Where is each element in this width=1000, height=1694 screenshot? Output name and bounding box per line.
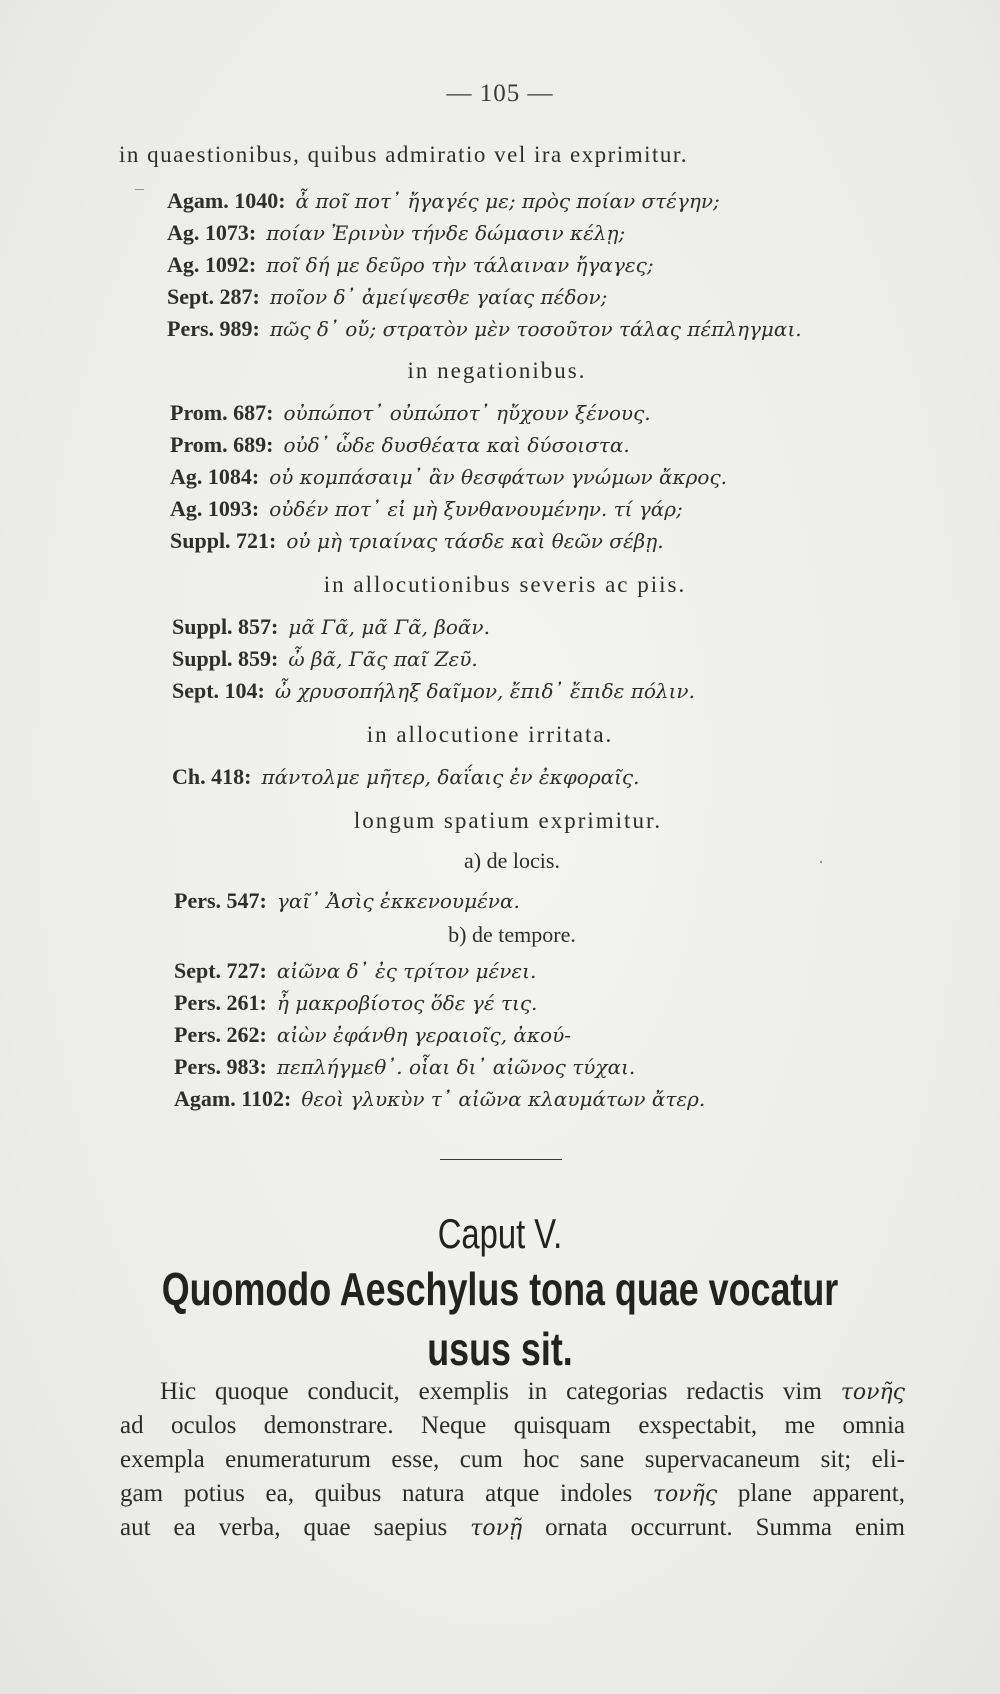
- greek-quote: πεπλήγμεθ᾽. οἷαι δι᾽ αἰῶνος τύχαι.: [276, 1055, 636, 1079]
- citation-ref: Pers. 547:: [174, 888, 267, 913]
- greek-quote: ὦ χρυσοπήληξ δαῖμον, ἔπιδ᾽ ἔπιδε πόλιν.: [274, 679, 695, 703]
- citation-ref: Prom. 687:: [170, 400, 274, 425]
- greek-quote: ποίαν Ἐρινὺν τήνδε δώμασιν κέλῃ;: [266, 221, 626, 245]
- citation-ref: Ag. 1073:: [167, 220, 257, 245]
- greek-quote: οὐ κομπάσαιμ᾽ ἂν θεσφάτων γνώμων ἄκρος.: [269, 465, 728, 489]
- greek-quote: πάντολμε μῆτερ, δαΐαις ἐν ἐκφοραῖς.: [261, 765, 640, 789]
- chapter-title-line-2: usus sit.: [427, 1323, 573, 1375]
- citation-ref: Pers. 261:: [174, 990, 267, 1015]
- greek-word: τονῆς: [652, 1482, 718, 1507]
- citation-ref: Sept. 287:: [167, 284, 260, 309]
- citation-line: [172, 678, 695, 704]
- greek-quote: ὦ βᾶ, Γᾶς παῖ Ζεῦ.: [288, 647, 478, 671]
- paragraph-line: [120, 1412, 905, 1440]
- citation-ref: Sept. 104:: [172, 678, 265, 703]
- greek-quote: ποῖον δ᾽ ἀμείψεσθε γαίας πέδον;: [269, 285, 608, 309]
- greek-quote: οὐπώποτ᾽ οὐπώποτ᾽ ηὔχουν ξένους.: [283, 401, 651, 425]
- margin-dash: –: [135, 178, 144, 198]
- citation-line: [170, 400, 651, 426]
- paragraph-text: ornata occurrunt. Summa enim: [522, 1514, 905, 1541]
- paragraph-text: Hic quoque conducit, exemplis in categorias redactis vim: [160, 1378, 841, 1405]
- citation-ref: Pers. 983:: [174, 1054, 267, 1079]
- citation-line: [172, 764, 639, 790]
- citation-line: [167, 188, 720, 214]
- citation-ref: Ch. 418:: [172, 764, 252, 789]
- citation-line: [170, 496, 683, 522]
- citation-line: [170, 432, 630, 458]
- chapter-title-line-1: Quomodo Aeschylus tona quae vocatur: [161, 1263, 839, 1315]
- paragraph-text: exempla enumeraturum esse, cum hoc sane supervacaneum sit; eli-: [120, 1446, 905, 1473]
- citation-ref: Prom. 689:: [170, 432, 274, 457]
- section-heading: longum spatium exprimitur.: [353, 808, 663, 833]
- citation-line: [167, 284, 607, 310]
- paragraph-line: [120, 1446, 905, 1474]
- paragraph-text: ad oculos demonstrare. Neque quisquam exspectabit, me omnia: [120, 1412, 905, 1439]
- citation-line: [174, 990, 537, 1016]
- paragraph-line: [120, 1514, 905, 1542]
- citation-line: [174, 958, 536, 984]
- citation-ref: Suppl. 857:: [172, 614, 279, 639]
- citation-line: [174, 1086, 705, 1112]
- paragraph-text: gam potius ea, quibus natura atque indoles: [120, 1480, 653, 1507]
- citation-ref: Pers. 989:: [167, 316, 260, 341]
- section-heading: in negationibus.: [407, 358, 587, 383]
- greek-quote: αἰὼν ἐφάνθη γεραιοῖς, ἀκού-: [276, 1023, 571, 1047]
- greek-quote: οὐ μὴ τριαίνας τάσδε καὶ θεῶν σέβῃ.: [286, 529, 664, 553]
- greek-quote: αἰῶνα δ᾽ ἐς τρίτον μένει.: [276, 959, 537, 983]
- citation-ref: Pers. 262:: [174, 1022, 267, 1047]
- margin-dot: ·: [818, 852, 824, 872]
- greek-quote: οὐδέν ποτ᾽ εἰ μὴ ξυνθανουμένην. τί γάρ;: [269, 497, 683, 521]
- citation-line: [174, 888, 520, 914]
- citation-ref: Suppl. 859:: [172, 646, 279, 671]
- intro-line: in quaestionibus, quibus admiratio vel ira exprimitur.: [119, 142, 689, 167]
- citation-ref: Agam. 1040:: [167, 188, 286, 213]
- citation-ref: Ag. 1092:: [167, 252, 257, 277]
- citation-ref: Agam. 1102:: [174, 1086, 292, 1111]
- citation-line: [167, 220, 625, 246]
- page-number: — 105 —: [446, 80, 554, 107]
- paragraph-text: plane apparent,: [717, 1480, 905, 1507]
- section-heading: in allocutione irritata.: [366, 722, 614, 747]
- greek-quote: πῶς δ᾽ οὔ; στρατὸν μὲν τοσοῦτον τάλας πέπληγμαι.: [269, 317, 802, 341]
- section-divider: [440, 1159, 562, 1160]
- citation-line: [170, 528, 664, 554]
- subsection-heading: b) de tempore.: [448, 922, 576, 947]
- citation-ref: Ag. 1084:: [170, 464, 260, 489]
- paragraph-line: [120, 1480, 905, 1508]
- citation-line: [174, 1054, 635, 1080]
- greek-quote: ποῖ δή με δεῦρο τὴν τάλαιναν ἤγαγες;: [266, 253, 654, 277]
- greek-quote: οὐδ᾽ ὧδε δυσθέατα καὶ δύσοιστα.: [283, 433, 630, 457]
- citation-line: [174, 1022, 571, 1048]
- greek-quote: θεοὶ γλυκὺν τ᾽ αἰῶνα κλαυμάτων ἄτερ.: [301, 1087, 706, 1111]
- subsection-heading: a) de locis.: [464, 848, 560, 873]
- paragraph-line: [160, 1378, 905, 1406]
- citation-line: [170, 464, 727, 490]
- citation-line: [172, 614, 490, 640]
- section-heading: in allocutionibus severis ac piis.: [323, 572, 687, 597]
- citation-ref: Ag. 1093:: [170, 496, 260, 521]
- greek-quote: γαῖ᾽ Ἀσὶς ἐκκενουμένα.: [276, 889, 520, 913]
- greek-quote: ἦ μακροβίοτος ὅδε γέ τις.: [276, 991, 538, 1015]
- chapter-number: Caput V.: [437, 1210, 563, 1257]
- citation-line: [167, 316, 802, 342]
- citation-ref: Sept. 727:: [174, 958, 267, 983]
- greek-word: τονῆς: [840, 1380, 905, 1405]
- citation-line: [167, 252, 654, 278]
- paragraph-text: aut ea verba, quae saepius: [120, 1514, 471, 1541]
- citation-line: [172, 646, 478, 672]
- greek-quote: ἆ ποῖ ποτ᾽ ἤγαγές με; πρὸς ποίαν στέγην;: [295, 189, 720, 213]
- greek-quote: μᾶ Γᾶ, μᾶ Γᾶ, βοᾶν.: [288, 615, 490, 639]
- citation-ref: Suppl. 721:: [170, 528, 277, 553]
- greek-word: τονῇ: [470, 1516, 523, 1541]
